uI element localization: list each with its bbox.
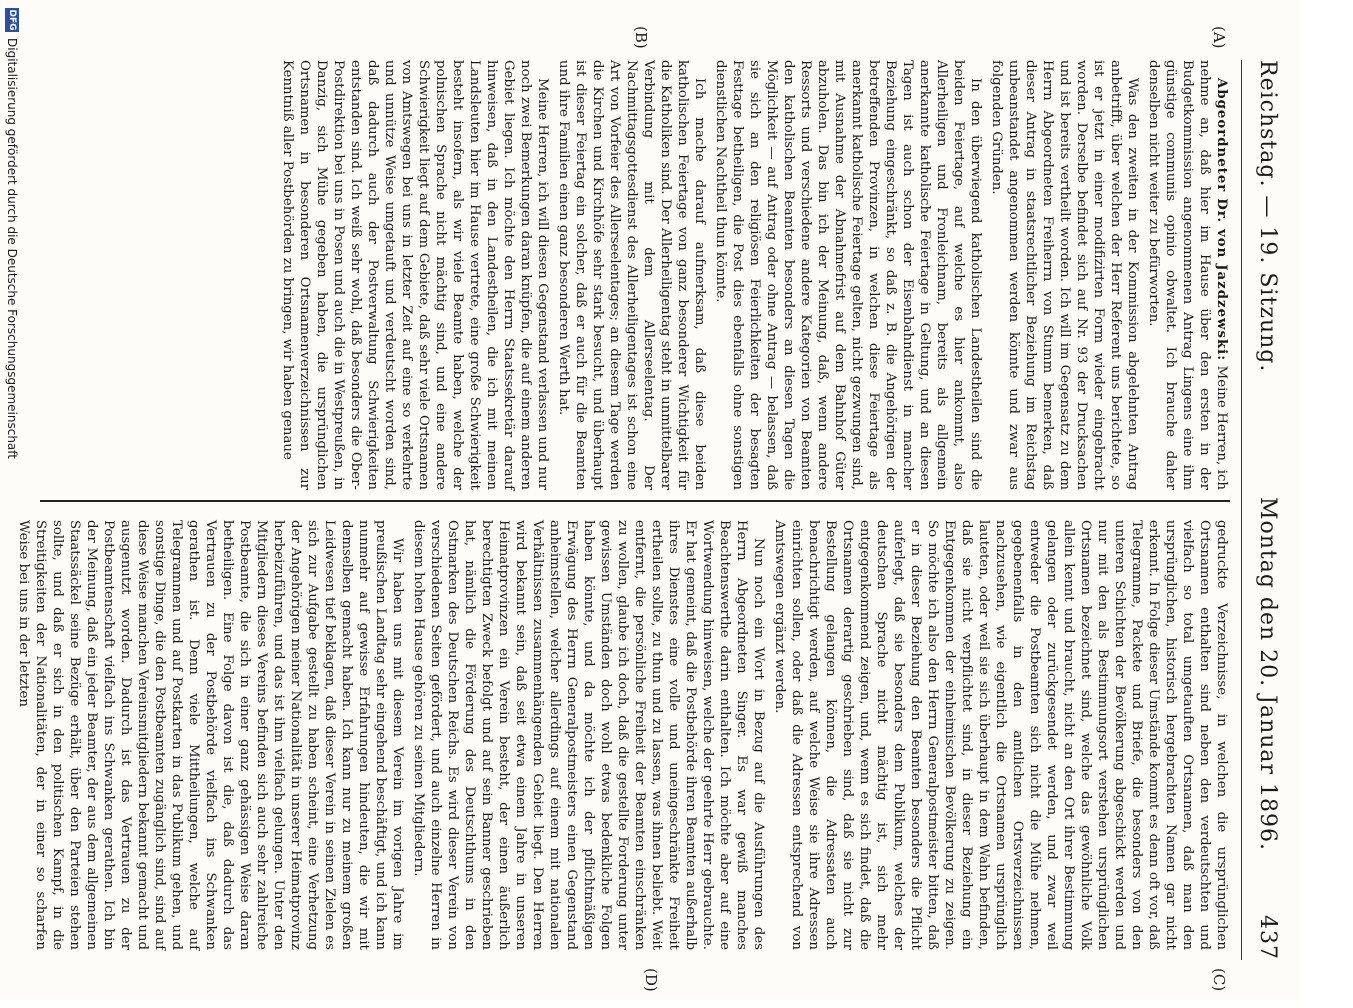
margin-marker-b: (B) [632,26,650,49]
margin-marker-d: (D) [642,968,660,992]
paragraph-text: Meine Herren, ich nehme an, daß hier im Hause über den ersten in der Budgetkommission angenommenen Antrag Lingens eine ihm günstige communis opinio obwaltet. Ich brauche daher denselben nicht weiter zu befürworten. [1146,60,1229,490]
left-column [50,60,1230,490]
column-divider [40,500,1230,502]
speaker-name: Abgeordneter Dr. von Jazdzewski: [1214,78,1229,362]
header-date: Montag den 20. Januar 1896. [1255,496,1280,852]
paragraph: Ich mache darauf aufmerksam, daß diese beiden katholischen Feiertage von ganz besonderer Wichtigkeit für die Katholiken sind. Der Allerheiligentag steht in unmittelbarer Verbindung mit dem Allerseelentag. Der Nachmittagsgottesdienst des Allerheiligentages ist schon eine Art von Vorfeier des Allerseelentages; an diesem Tage werden die Kirchen und Kirchhöfe sehr stark besucht, und überhaupt ist dieser Feiertag ein solcher, daß er auch für die Beamten und ihre Familien einen ganz besonderen Werth hat. [556,60,707,490]
paragraph: Meine Herren, ich will diesen Gegenstand verlassen und nur noch zwei Bemerkungen daran knüpfen, die auf einem anderen Gebiet liegen. Ich möchte den Herrn Staatssekretär darauf hinweisen, daß in den Landestheilen, die ich mit meinen Landsleuten hier im Hause vertrete, eine große Schwierigkeit besteht insofern, als wir viele Beamte haben, welche der polnischen Sprache nicht mächtig sind, und eine andere Schwierigkeit liegt auf dem Gebiete, daß sehr viele Ortsnamen von Amtswegen bei uns in letzter Zeit auf eine so verkehrte und unnütze Weise umgetauft und verdeutscht worden sind, daß dadurch auch der Postverwaltung Schwierigkeiten entstanden sind. Ich weiß sehr wohl, daß besonders die Ober-Postdirektion bei uns in Posen und auch die in Westpreußen, in Danzig, sich Mühe gegeben haben, die ursprünglichen Ortsnamen in besonderen Ortsnamenverzeichnissen zur Kenntniß aller Postbehörden zu bringen, wir haben genaue [280,60,550,490]
paragraph [1145,60,1230,490]
right-column [16,520,1230,950]
page-number: 437 [1255,915,1280,960]
header-session: Reichstag. — 19. Sitzung. [1255,60,1280,373]
margin-marker-a: (A) [1210,26,1228,49]
paragraph: gedruckte Verzeichnisse, in welchen die ursprünglichen Ortsnamen enthalten sind neben den verdeutschten und vielfach so total umgetauften Ortsnamen, daß man den ursprünglichen, historisch hergebrachten Namen gar nicht erkennt. In Folge dieser Umstände kommt es denn oft vor, daß Telegramme, Packete und Briefe, die besonders von den unteren Schichten der Bevölkerung abgeschickt werden und nur mit den als Bestimmungsort verstehen ursprünglichen Ortsnamen bezeichnet sind, welche das gewöhnliche Volk allein kennt und braucht, nicht an den Ort ihrer Bestimmung gelangen oder zurückgesendet werden, und zwar weil entweder die Postbeamten sich nicht die Mühe nehmen, gegebenenfalls in den amtlichen Ortsverzeichnissen nachzusehen, wie eigentlich die Ortsnamen ursprünglich lauteten, oder weil sie sich überhaupt in dem Wahn befinden, daß sie nicht verpflichtet sind, in dieser Beziehung ein Entgegenkommen der einheimischen Bevölkerung zu zeigen. So möchte ich also den Herrn Generalpostmeister bitten, daß er in dieser Beziehung den Beamten besonders die Pflicht auferlegt, daß sie besonders dem Publikum, welches der deutschen Sprache nicht mächtig ist, sich mehr entgegenkommend zeigen, und, wenn es sich findet, daß die Ortsnamen derartig geschrieben sind, daß sie nicht zur Bestellung gelangen können, die Adressaten auch benachrichtigt werden, auf welche Weise sie ihre Adressen einrichten sollen, oder daß die Adressen entsprechend von Amtswegen ergänzt werden. [772,520,1229,950]
header-rule [1241,60,1242,960]
header-date-and-page [1255,497,1280,960]
dfg-logo-icon: DFG [7,9,17,31]
paragraph: Nun noch ein Wort in Bezug auf die Ausführungen des Herrn Abgeordneten Singer. Es war gewiß manches Beachtenswerthe darin enthalten. Ich möchte aber auf eine Wortwendung hinweisen, welche der geehrte Herr gebrauchte. Er hat gemeint, daß die Postbehörde ihren Beamten außerhalb ihres Dienstes eine volle und uneingeschränkte Freiheit ertheilen sollte, zu thun und zu lassen, was ihnen beliebt. Weit entfernt, die persönliche Freiheit der Beamten einschränken zu wollen, glaube ich doch, daß die gestellte Forderung unter gewissen Umständen doch wohl etwas bedenkliche Folgen haben könnte, und da möchte ich der pflichtmäßigen Erwägung des Herrn Generalpostmeisters einen Gegenstand anheimstellen, welcher allerdings auf einem mit nationalen Verhältnissen zusammenhängenden Gebiet liegt. Den Herren wird bekannt sein, daß seit etwa einem Jahre in unseren Heimatprovinzen ein Verein besteht, der einen äußerlich berechtigten Zweck befolgt und auf sein Banner geschrieben hat, nämlich die Förderung des Deutschthums in den Ostmarken des Deutschen Reichs. Es wird dieser Verein von verschiedenen Seiten gefördert, und auch einzelne Herren in diesem hohen Hause gehören zu seinen Mitgliedern. [411,520,766,950]
margin-marker-c: (C) [1210,968,1228,992]
page-header [1246,60,1280,960]
paragraph: In den überwiegend katholischen Landestheilen sind die beiden Feiertage, auf welche es hier ankommt, also Allerheiligen und Fronleichnam, bereits als allgemein anerkannte katholische Feiertage in Geltung, und an diesen Tagen ist auch schon der Eisenbahndienst in mancher Beziehung eingeschränkt, so daß z. B. die Angehörigen der betreffenden Provinzen, in welchen diese Feiertage als anerkannt katholische Feiertage gelten, nicht gezwungen sind, mit Ausnahme der Abnahmefrist auf dem Bahnhof Güter abzuholen. Das bin ich der Meinung, daß, wenn andere Ressorts und verschiedene andere Kategorien von Beamten den katholischen Beamten besonders an diesen Tagen die Möglichkeit — auf Antrag oder ohne Antrag — belassen, daß sie sich an den religiösen Feierlichkeiten der besagten Festtage betheiligen, die Post dies ebenfalls ohne sonstigen dienstlichen Nachtheil thun könnte. [713,60,983,490]
paragraph: Wir haben uns mit diesem Verein im vorigen Jahre im preußischen Landtag sehr eingehend beschäftigt, und ich kann nunmehr auf gewisse Erfahrungen hindeuten, die wir mit demselben gemacht haben. Ich kann nur zu meinem großen Leidwesen tief beklagen, daß dieser Verein in seinen Zielen es sich zur Aufgabe gestellt zu haben scheint, eine Verhetzung der Angehörigen meiner Nationalität in unserer Heimatprovinz herbeizuführen, und das ist ihm vielfach gelungen. Unter den Mitgliedern dieses Vereins befinden sich auch sehr zahlreiche Postbeamte, die sich in einer ganz gehässigen Weise daran betheiligen. Eine Folge davon ist die, daß dadurch das Vertrauen zu der Postbehörde vielfach ins Schwanken gerathen ist. Denn viele Mittheilungen, welche auf Telegrammen und auf Postkarten in das Publikum gehen, und sonstige Dinge, die den Postbeamten zugänglich sind, sind auf diese Weise manchen Vereinsmitgliedern bekannt gemacht und ausgenutzt worden. Dadurch ist das Vertrauen zu der Postbeamtenschaft vielfach ins Schwanken gerathen. Ich bin der Meinung, daß ein jeder Beamter, der aus dem allgemeinen Staatssäckel seine Bezüge erhält, über den Parteien stehen sollte, und daß er sich in den politischen Kampf, in die Streitigkeiten der Nationalitäten, der in einer so scharfen Weise bei uns in der letzten [16,520,405,950]
digitization-credit [0,0,24,1008]
paragraph: Was den zweiten in der Kommission abgelehnten Antrag anbetrifft, über welchen der Herr Referent uns berichtete, so ist er jetzt in einer modifizirten Form wieder eingebracht worden. Derselbe befindet sich auf Nr. 93 der Drucksachen und ist bereits vertheilt worden. Ich will im Gegensatz zu dem Herrn Abgeordneten Freiherrn von Stumm bemerken, daß dieser Antrag in staatsrechtlicher Beziehung im Reichstag unbeanstandet angenommen werden könnte und zwar aus folgenden Gründen. [989,60,1140,490]
digitization-credit-text: Digitalisierung gefördert durch die Deutsche Forschungsgemeinschaft [5,38,19,460]
